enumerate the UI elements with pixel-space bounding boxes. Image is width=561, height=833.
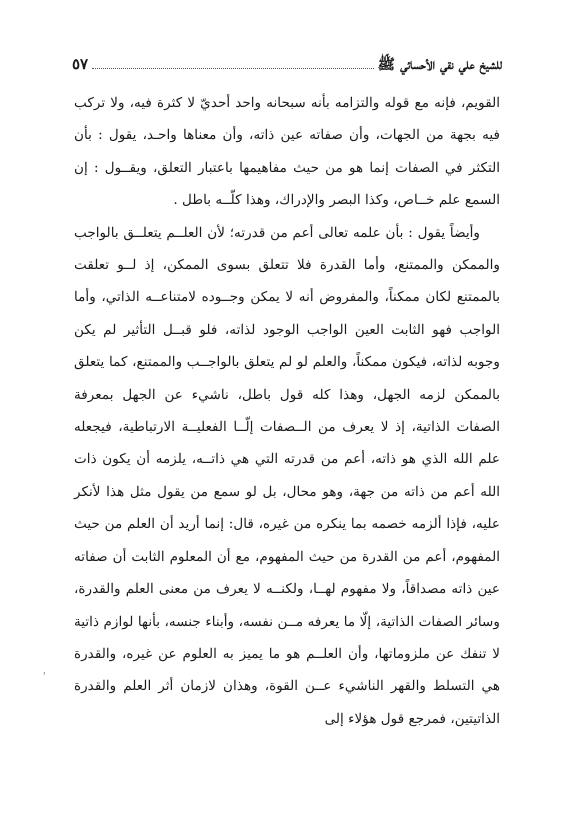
paragraph-2: وأيضاً يقول : بأن علمه تعالى أعم من قدرته؛ لأن العلــم يتعلــق بالواجب والممكن والممتنع، وأما القدرة فلا تتعلق بسوى الممكن، إذ لــو تعلقت بالممتنع لكان ممكناً، والمفروض أنه لا يمكن وجــوده لامتناعــه الذاتي، وأما الواجب فهو الثابت العين الواجب الوجود لذاته، فلو قبــل التأثير لم يكن وجوبه لذاته، فيكون ممكناً، والعلم لو لم يتعلق بالواجــب والممتنع، كما يتعلق بالممكن لزمه الجهل، وهذا كله قول باطل، ناشيء عن الجهل بمعرفة الصفات الذاتية، إذ لا يعرف من الــصفات إلّــا الفعليــة الارتباطية، فيجعله علم الله الذي هو ذاته، أعم من قدرته التي هي ذاتــه، يلزمه أن يكون ذات الله أعم من ذاته من جهة، وهو محال، بل لو سمع من يقول مثل هذا لأنكر عليه، فإذا ألزمه خصمه بما ينكره من غيره، قال: إنما أريد أن العلم من حيث المفهوم، أعم من القدرة من حيث المفهوم، مع أن المعلوم الثابت أن صفاته عين ذاته مصداقاً، ولا مفهوم لهــا، ولكنــه لا يعرف من معنى العلم والقدرة، وسائر الصفات الذاتية، إلّا ما يعرفه مــن نفسه، وأبناء جنسه، بأنها لوازم ذاتية لا تنفك عن ملزوماتها، وأن العلــم هو ما يميز به العلوم عن غيره، والقدرة هي التسلط والقهر الناشيء عــن القوة، وهذان لازمان أثر العلم والقدرة الذاتيتين، فمرجع قول هؤلاء إلى <box>74 224 500 727</box>
header-dotted-leader <box>92 67 373 69</box>
page-number: ٥٧ <box>72 55 89 73</box>
margin-mark: ' <box>43 672 46 682</box>
running-header <box>72 46 502 72</box>
body-text <box>74 87 500 735</box>
header-title: للشيخ علي نقي الأحسائي ﷺ <box>377 55 502 73</box>
paragraph-1: القويم، فإنه مع قوله والتزامه بأنه سبحانه واحد أحديّ لا كثرة فيه، ولا تركب فيه بجهة من الجهات، وأن صفاته عين ذاته، وأن معناها واحـد، يقول : بأن التكثر في الصفات إنما هو من حيث مفاهيمها باعتبار التعلق، ويقــول : إن السمع علم خــاص، وكذا البصر والإدراك، وهذا كلّــه باطل . <box>74 95 500 209</box>
